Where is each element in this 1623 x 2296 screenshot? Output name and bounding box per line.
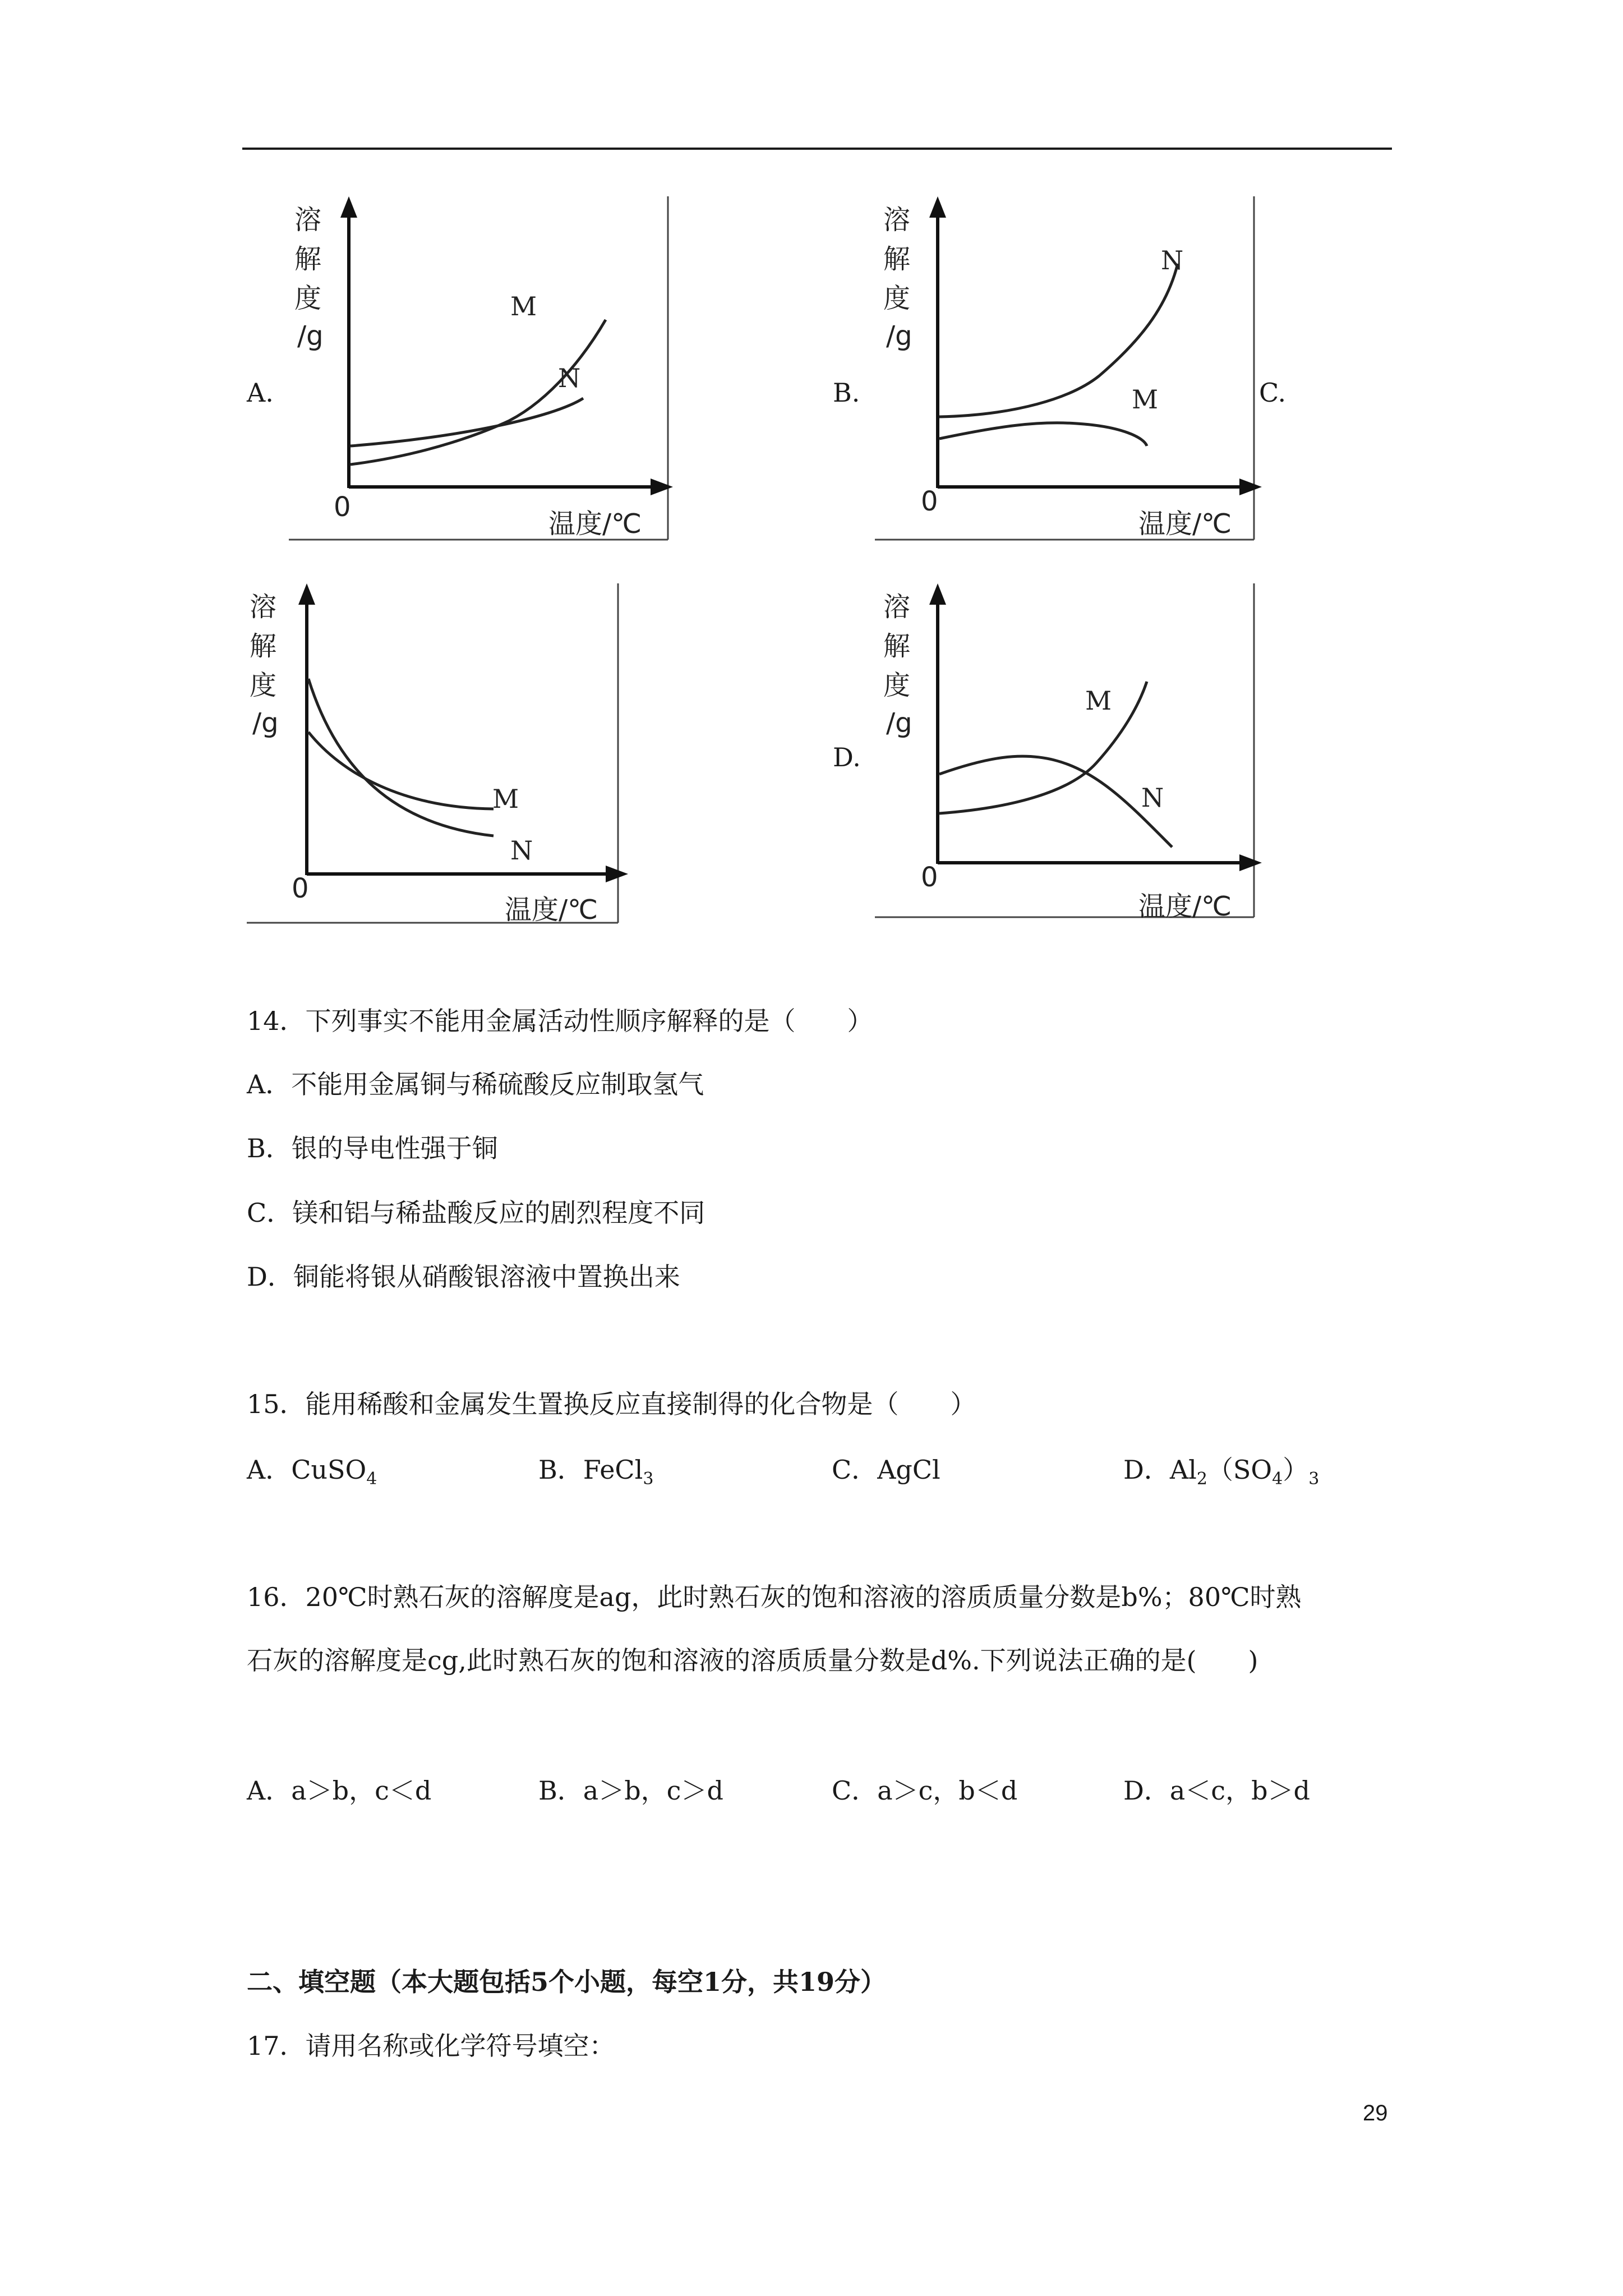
q17-stem: 17．请用名称或化学符号填空：	[247, 2031, 615, 2061]
graph-d	[875, 583, 1262, 926]
label-m: M	[510, 291, 537, 321]
origin-label: 0	[921, 486, 938, 517]
curve-n	[308, 679, 494, 836]
y-label-2: 解	[294, 243, 322, 275]
q15-stem: 15．能用稀酸和金属发生置换反应直接制得的化合物是（ ）	[247, 1389, 976, 1419]
q15-option-a: A．CuSO$_4$	[247, 1455, 377, 1489]
q16-option-c: C．a＞c，b＜d	[832, 1775, 1018, 1806]
y-label-3: 度	[883, 670, 911, 701]
option-a-label: A.	[247, 378, 274, 408]
y-label-2: 解	[250, 631, 277, 662]
q16-option-a: A．a＞b，c＜d	[247, 1775, 432, 1806]
graph-c	[247, 583, 628, 926]
x-axis	[938, 478, 1262, 495]
q14-option-b: B．银的导电性强于铜	[247, 1133, 498, 1163]
x-label: 温度/℃	[1138, 508, 1232, 540]
option-d-label: D.	[833, 742, 861, 772]
y-axis	[298, 583, 315, 875]
x-label: 温度/℃	[548, 508, 642, 540]
y-axis	[929, 196, 946, 488]
y-label-1: 溶	[250, 591, 277, 623]
label-n: N	[558, 363, 581, 393]
q15-option-c: C．AgCl	[832, 1455, 940, 1485]
y-label-4: /g	[252, 707, 279, 739]
x-axis	[307, 866, 628, 882]
x-label: 温度/℃	[1138, 891, 1232, 922]
y-label-4: /g	[886, 320, 912, 352]
origin-label: 0	[292, 873, 309, 904]
q14-option-d: D．铜能将银从硝酸银溶液中置换出来	[247, 1262, 680, 1292]
y-label-2: 解	[883, 243, 911, 275]
q14-stem: 14．下列事实不能用金属活动性顺序解释的是（ ）	[247, 1006, 873, 1036]
graph-b	[875, 196, 1262, 544]
option-b-label: B.	[833, 378, 860, 408]
q15-option-d: D．$Al_2(SO_4)_3$	[1123, 1455, 1320, 1489]
q16-line1: 16．20℃时熟石灰的溶解度是ag，此时熟石灰的饱和溶液的溶质质量分数是b%；80℃时熟	[247, 1582, 1302, 1612]
y-label-1: 溶	[883, 591, 911, 623]
y-label-1: 溶	[883, 204, 911, 236]
q16-option-b: B．a＞b，c＞d	[538, 1775, 723, 1806]
y-label-1: 溶	[294, 204, 322, 236]
label-n: N	[1161, 245, 1184, 275]
x-axis	[938, 854, 1262, 871]
label-m: M	[492, 784, 519, 814]
section-heading: 二、填空题（本大题包括5个小题，每空1分，共19分）	[247, 1967, 887, 1997]
option-c-label: C.	[1259, 378, 1287, 408]
x-label: 温度/℃	[505, 894, 598, 926]
q16-line2: 石灰的溶解度是cg,此时熟石灰的饱和溶液的溶质质量分数是d%.下列说法正确的是( )	[247, 1645, 1258, 1676]
q14-option-c: C．镁和铝与稀盐酸反应的剧烈程度不同	[247, 1198, 706, 1228]
q14-option-a: A．不能用金属铜与稀硫酸反应制取氢气	[247, 1069, 704, 1099]
q15-option-b: B．FeCl$_3$	[538, 1455, 654, 1489]
y-axis	[929, 583, 946, 864]
label-m: M	[1085, 685, 1112, 716]
graph-a	[289, 196, 676, 544]
y-label-3: 度	[294, 283, 322, 314]
header-rule	[242, 148, 1392, 150]
x-axis	[349, 478, 673, 495]
curve-n	[939, 756, 1172, 847]
label-n: N	[1141, 783, 1164, 813]
y-label-4: /g	[297, 320, 324, 352]
label-n: N	[510, 835, 533, 866]
y-label-3: 度	[250, 670, 277, 701]
y-label-3: 度	[883, 283, 911, 314]
origin-label: 0	[334, 491, 351, 523]
y-label-2: 解	[883, 631, 911, 662]
page-number: 29	[1363, 2101, 1388, 2125]
y-label-4: /g	[886, 707, 912, 739]
q16-option-d: D．a＜c，b＞d	[1123, 1775, 1310, 1806]
label-m: M	[1132, 384, 1159, 415]
origin-label: 0	[921, 862, 938, 893]
curve-m	[939, 423, 1147, 446]
